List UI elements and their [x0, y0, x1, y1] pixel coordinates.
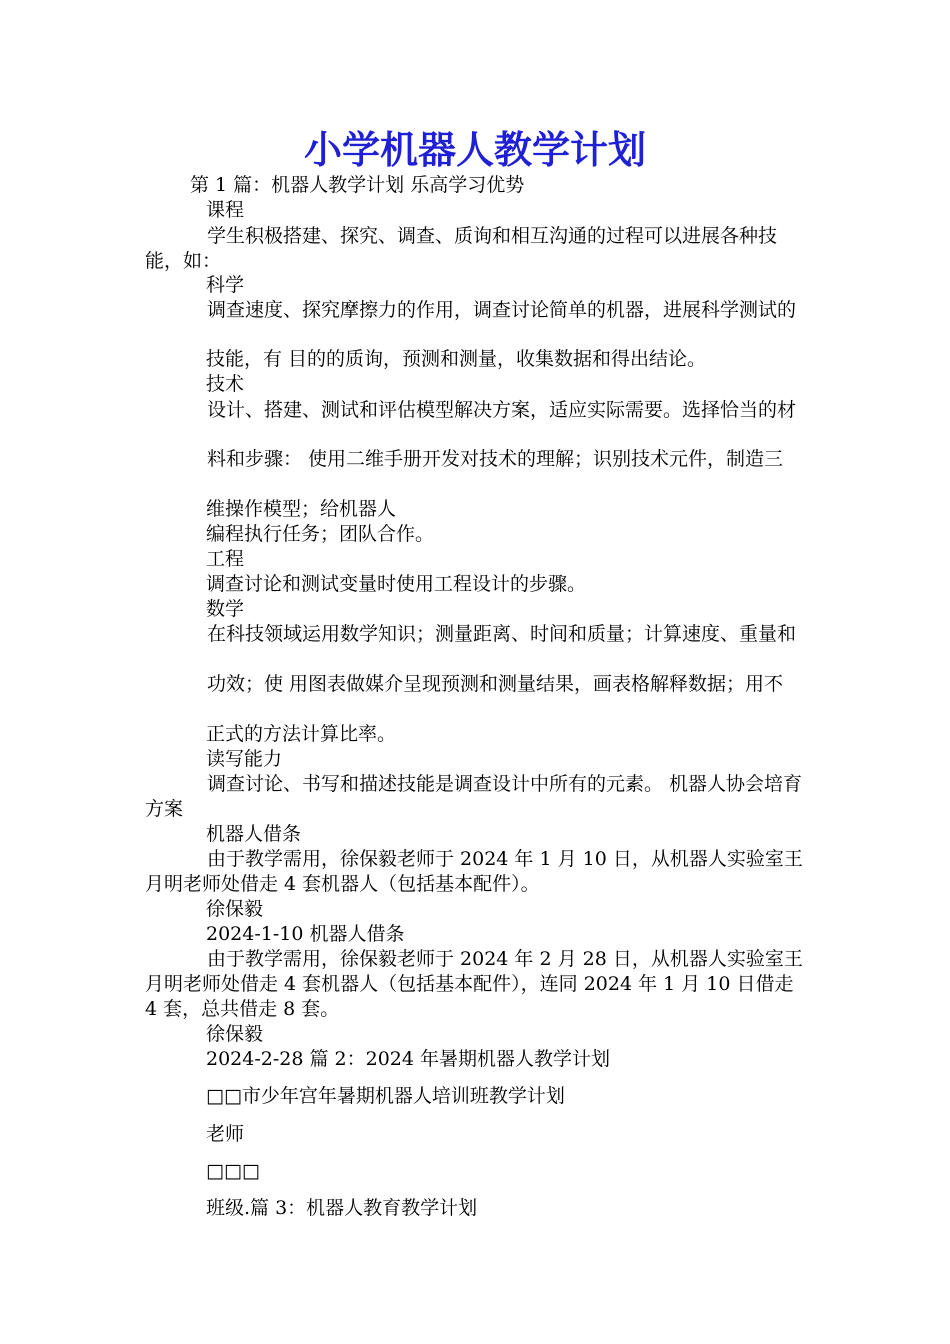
- paragraph-line: 技能，有 目的的质询，预测和测量，收集数据和得出结论。: [206, 348, 707, 370]
- section-heading: 班级.篇 3：机器人教育教学计划: [206, 1197, 478, 1219]
- paragraph-line: 正式的方法计算比率。: [206, 723, 397, 745]
- paragraph: 在科技领域运用数学知识；测量距离、时间和质量；计算速度、重量和: [207, 623, 797, 645]
- paragraph-line: 技术: [206, 373, 245, 395]
- paragraph-line: 徐保毅: [206, 898, 264, 920]
- paragraph-line: 工程: [206, 548, 245, 570]
- paragraph-line: □□□: [206, 1160, 260, 1182]
- paragraph: 功效；使 用图表做媒介呈现预测和测量结果，画表格解释数据；用不: [207, 673, 784, 695]
- paragraph: 调查讨论、书写和描述技能是调查设计中所有的元素。 机器人协会培育方案: [145, 773, 803, 820]
- paragraph: 学生积极搭建、探究、调查、质询和相互沟通的过程可以进展各种技能，如：: [145, 225, 778, 272]
- paragraph: 调查速度、探究摩擦力的作用，调查讨论简单的机器，进展科学测试的: [207, 299, 797, 321]
- section-heading: 第 1 篇：机器人教学计划 乐高学习优势: [190, 174, 525, 196]
- paragraph-line: 老师: [206, 1123, 245, 1145]
- paragraph: 设计、搭建、测试和评估模型解决方案，适应实际需要。选择恰当的材: [207, 399, 797, 421]
- paragraph-line: 调查讨论和测试变量时使用工程设计的步骤。: [206, 573, 587, 595]
- paragraph-line: 读写能力: [206, 748, 283, 770]
- paragraph: 由于教学需用，徐保毅老师于 2024 年 1 月 10 日，从机器人实验室王月明老师处借走 4 套机器人（包括基本配件）。: [145, 848, 803, 895]
- paragraph-line: 徐保毅: [206, 1023, 264, 1045]
- paragraph-line: 维操作模型；给机器人: [206, 498, 397, 520]
- paragraph-line: 课程: [206, 199, 245, 221]
- paragraph: 料和步骤： 使用二维手册开发对技术的理解；识别技术元件，制造三: [207, 448, 784, 470]
- section-heading: 2024-2-28 篇 2：2024 年暑期机器人教学计划: [206, 1048, 611, 1070]
- paragraph: 由于教学需用，徐保毅老师于 2024 年 2 月 28 日，从机器人实验室王月明老师处借走 4 套机器人（包括基本配件），连同 2024 年 1 月 10 日借走 4 套，总共借走 8 套。: [145, 948, 803, 1020]
- paragraph-line: 2024-1-10 机器人借条: [206, 923, 405, 945]
- paragraph-line: 数学: [206, 598, 245, 620]
- paragraph-line: 科学: [206, 274, 245, 296]
- document-title: 小学机器人教学计划: [303, 128, 646, 172]
- paragraph-line: 编程执行任务；团队合作。: [206, 523, 435, 545]
- paragraph-line: 机器人借条: [206, 823, 302, 845]
- paragraph-line: □□市少年宫年暑期机器人培训班教学计划: [206, 1085, 565, 1107]
